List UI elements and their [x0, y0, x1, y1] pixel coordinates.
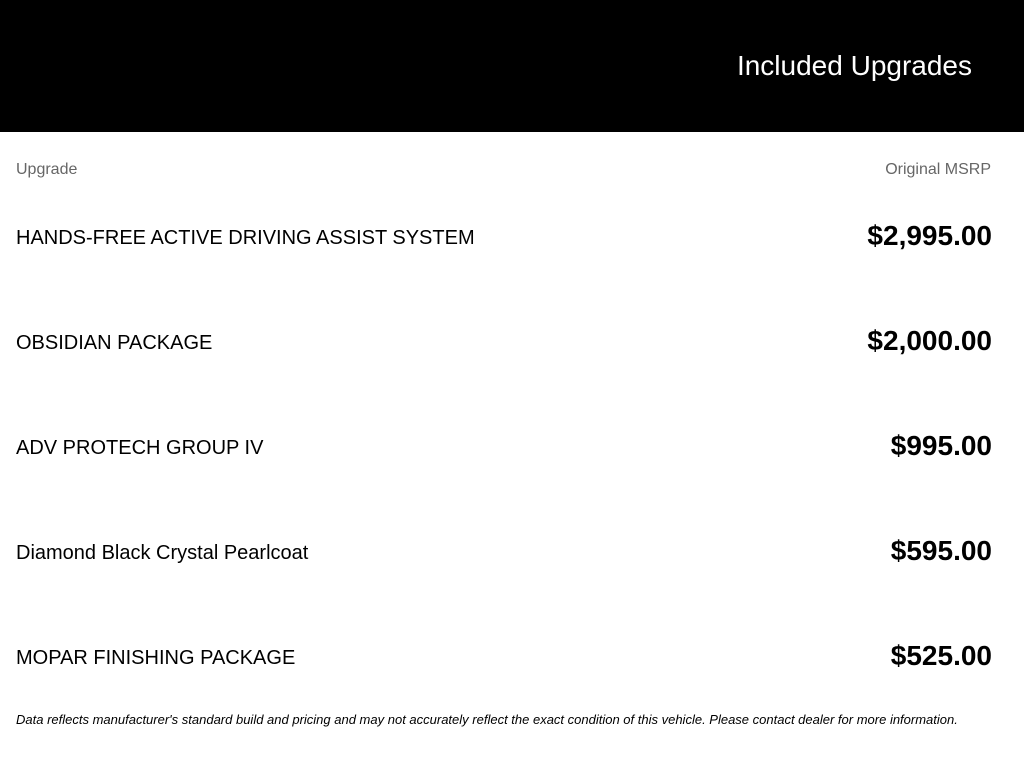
upgrade-name: ADV PROTECH GROUP IV	[16, 437, 264, 459]
upgrade-name: MOPAR FINISHING PACKAGE	[16, 647, 296, 669]
upgrade-name: OBSIDIAN PACKAGE	[16, 332, 213, 354]
column-header-upgrade: Upgrade	[16, 161, 78, 178]
upgrade-name: Diamond Black Crystal Pearlcoat	[16, 542, 309, 564]
upgrade-price: $2,000.00	[867, 325, 992, 356]
upgrade-row	[16, 426, 992, 466]
upgrade-price: $995.00	[890, 430, 992, 461]
upgrade-row	[16, 531, 992, 571]
upgrade-row	[16, 636, 992, 676]
upgrade-row	[16, 321, 992, 361]
upgrade-price: $595.00	[890, 535, 992, 566]
upgrade-price: $525.00	[890, 640, 992, 671]
disclaimer-text: Data reflects manufacturer's standard build and pricing and may not accurately reflect the exact condition of this vehicle. Please contact dealer for more information.	[16, 712, 958, 727]
page-header	[0, 0, 1024, 132]
column-header-msrp: Original MSRP	[885, 161, 991, 178]
page-title: Included Upgrades	[736, 50, 972, 81]
upgrade-row	[16, 216, 992, 256]
upgrade-price: $2,995.00	[867, 220, 992, 251]
upgrade-name: HANDS-FREE ACTIVE DRIVING ASSIST SYSTEM	[16, 227, 475, 249]
